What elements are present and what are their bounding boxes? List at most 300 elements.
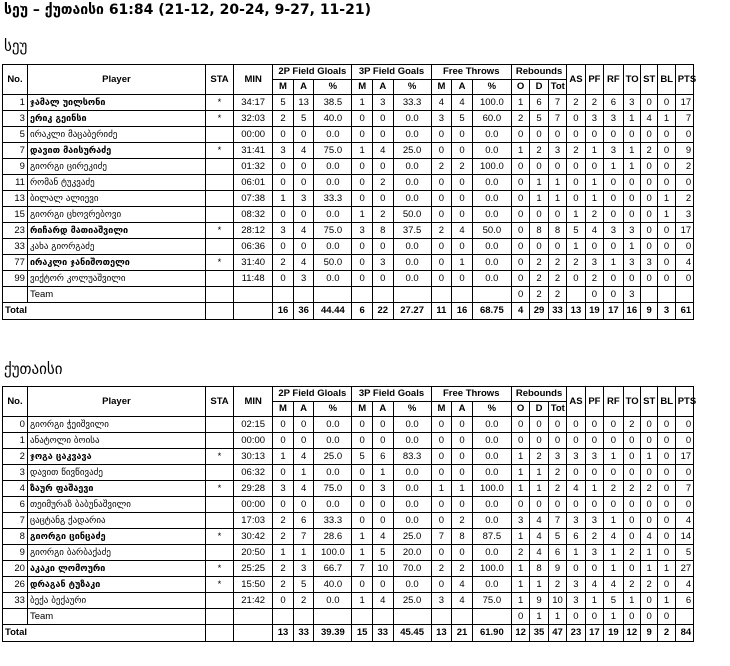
stat-p2a: 5 xyxy=(293,111,314,127)
stat-ftp: 0.0 xyxy=(472,271,511,287)
stat-pts: 27 xyxy=(675,561,693,577)
player-name: ირაკლი ჯანიშოთელი xyxy=(27,255,205,271)
total-fta: 21 xyxy=(452,625,473,642)
stat-rf: 1 xyxy=(604,255,624,271)
stat-p2a: 3 xyxy=(293,271,314,287)
col-subheader-m: M xyxy=(431,80,452,95)
stat-p3a: 1 xyxy=(372,465,393,481)
stat-ftp: 0.0 xyxy=(472,143,511,159)
stat-o: 0 xyxy=(511,159,529,175)
stat-p3p: 70.0 xyxy=(393,561,431,577)
player-number: 11 xyxy=(3,175,28,191)
stat-d: 6 xyxy=(530,95,548,111)
stat-pts: 2 xyxy=(675,191,693,207)
player-name: რომან ტუკვაძე xyxy=(27,175,205,191)
stat-st: 0 xyxy=(641,95,658,111)
team-stat-rf: 1 xyxy=(604,609,624,625)
player-row xyxy=(3,159,728,175)
stat-pts: 0 xyxy=(675,497,693,513)
stat-d: 8 xyxy=(530,223,548,239)
stat-p3m: 5 xyxy=(352,449,373,465)
total-bl: 3 xyxy=(658,303,675,320)
stat-st: 2 xyxy=(641,577,658,593)
stat-pf: 1 xyxy=(585,481,603,497)
player-name: გიორგი ბარბაქაძე xyxy=(27,545,205,561)
stat-to: 2 xyxy=(623,481,640,497)
player-row xyxy=(3,465,728,481)
stat-rf: 0 xyxy=(604,433,624,449)
team-stat-st xyxy=(641,287,658,303)
stat-p2p: 75.0 xyxy=(314,223,352,239)
team-stat-bl xyxy=(658,287,675,303)
stat-p3p: 0.0 xyxy=(393,255,431,271)
player-starter-mark xyxy=(205,271,233,287)
stat-p2p: 0.0 xyxy=(314,159,352,175)
player-name: ვიქტორ კოლუაშვილი xyxy=(27,271,205,287)
stat-d: 1 xyxy=(530,191,548,207)
player-number: 20 xyxy=(3,561,28,577)
team-row-empty xyxy=(314,609,352,625)
stat-rf: 1 xyxy=(604,545,624,561)
total-empty xyxy=(234,625,273,642)
stat-o: 1 xyxy=(511,593,529,609)
player-number: 26 xyxy=(3,577,28,593)
stat-p3p: 20.0 xyxy=(393,545,431,561)
stat-fta: 0 xyxy=(452,433,473,449)
stat-p3a: 10 xyxy=(372,561,393,577)
total-p3a: 22 xyxy=(372,303,393,320)
stat-p3a: 0 xyxy=(372,497,393,513)
team1-box-score xyxy=(2,64,728,320)
stat-ftm: 0 xyxy=(431,545,452,561)
stat-as: 0 xyxy=(567,271,585,287)
stat-tot: 0 xyxy=(548,159,566,175)
team-stat-to: 0 xyxy=(623,609,640,625)
stat-tot: 0 xyxy=(548,497,566,513)
stat-rf: 0 xyxy=(604,497,624,513)
stat-pts: 9 xyxy=(675,143,693,159)
total-p2m: 16 xyxy=(273,303,294,320)
stat-ftm: 0 xyxy=(431,513,452,529)
total-label: Total xyxy=(3,303,206,320)
stat-bl: 0 xyxy=(658,95,675,111)
stat-o: 1 xyxy=(511,577,529,593)
stat-bl: 0 xyxy=(658,175,675,191)
stat-rf: 0 xyxy=(604,417,624,433)
player-minutes: 30:13 xyxy=(234,449,273,465)
team-stat-d: 2 xyxy=(530,287,548,303)
stat-as: 0 xyxy=(567,111,585,127)
stat-pts: 7 xyxy=(675,111,693,127)
stat-pf: 0 xyxy=(585,417,603,433)
stat-p3m: 1 xyxy=(352,593,373,609)
stat-pf: 3 xyxy=(585,111,603,127)
stat-p2a: 4 xyxy=(293,223,314,239)
stat-pts: 17 xyxy=(675,449,693,465)
stat-bl: 0 xyxy=(658,465,675,481)
player-number: 9 xyxy=(3,159,28,175)
stat-fta: 0 xyxy=(452,175,473,191)
player-starter-mark xyxy=(205,593,233,609)
stat-p3m: 3 xyxy=(352,223,373,239)
col-header-rebounds: Rebounds xyxy=(511,387,566,402)
total-st: 9 xyxy=(641,303,658,320)
stat-fta: 0 xyxy=(452,497,473,513)
player-minutes: 02:15 xyxy=(234,417,273,433)
stat-fta: 4 xyxy=(452,577,473,593)
stat-pts: 17 xyxy=(675,95,693,111)
stat-p2p: 0.0 xyxy=(314,271,352,287)
stat-p3a: 5 xyxy=(372,545,393,561)
player-name: დავით მაისურაძე xyxy=(27,143,205,159)
stat-as: 3 xyxy=(567,577,585,593)
stat-st: 0 xyxy=(641,127,658,143)
player-starter-mark: * xyxy=(205,223,233,239)
player-number: 6 xyxy=(3,497,28,513)
stat-p3a: 0 xyxy=(372,159,393,175)
stat-st: 0 xyxy=(641,223,658,239)
total-d: 35 xyxy=(530,625,548,642)
stat-st: 0 xyxy=(641,175,658,191)
stat-fta: 0 xyxy=(452,449,473,465)
stat-p3m: 1 xyxy=(352,207,373,223)
col-subheader-m: M xyxy=(273,80,294,95)
stat-st: 3 xyxy=(641,255,658,271)
stat-pf: 1 xyxy=(585,191,603,207)
stat-pts: 6 xyxy=(675,593,693,609)
stat-ftp: 0.0 xyxy=(472,417,511,433)
stat-ftm: 7 xyxy=(431,529,452,545)
total-p3p: 45.45 xyxy=(393,625,431,642)
stat-fta: 5 xyxy=(452,111,473,127)
stat-pts: 0 xyxy=(675,417,693,433)
stat-tot: 3 xyxy=(548,449,566,465)
stat-p3m: 0 xyxy=(352,417,373,433)
stat-ftp: 0.0 xyxy=(472,497,511,513)
stat-to: 2 xyxy=(623,417,640,433)
stat-p3m: 0 xyxy=(352,513,373,529)
stat-p2a: 0 xyxy=(293,239,314,255)
stat-p3m: 0 xyxy=(352,159,373,175)
player-minutes: 01:32 xyxy=(234,159,273,175)
stat-pf: 3 xyxy=(585,513,603,529)
stat-p2p: 28.6 xyxy=(314,529,352,545)
total-empty xyxy=(205,625,233,642)
player-minutes: 32:03 xyxy=(234,111,273,127)
stat-d: 1 xyxy=(530,577,548,593)
team-row-empty xyxy=(352,287,373,303)
player-number: 13 xyxy=(3,191,28,207)
stat-tot: 2 xyxy=(548,465,566,481)
team-stat-tot: 2 xyxy=(548,287,566,303)
stat-to: 0 xyxy=(623,513,640,529)
player-row xyxy=(3,95,728,111)
player-number: 99 xyxy=(3,271,28,287)
stat-p2a: 0 xyxy=(293,433,314,449)
stat-o: 0 xyxy=(511,271,529,287)
stat-ftp: 0.0 xyxy=(472,127,511,143)
team-stat-as xyxy=(567,287,585,303)
team-row-no xyxy=(3,609,28,625)
col-header-rf: RF xyxy=(604,387,624,417)
stat-p2a: 0 xyxy=(293,207,314,223)
total-row xyxy=(3,303,728,320)
stat-p3a: 6 xyxy=(372,449,393,465)
stat-p3m: 0 xyxy=(352,191,373,207)
stat-st: 4 xyxy=(641,111,658,127)
team-row-empty xyxy=(372,287,393,303)
team-row-empty xyxy=(273,287,294,303)
player-number: 3 xyxy=(3,465,28,481)
stat-ftm: 4 xyxy=(431,95,452,111)
team-row-empty xyxy=(234,609,273,625)
stat-ftp: 0.0 xyxy=(472,255,511,271)
team-row-empty xyxy=(273,609,294,625)
stat-p2a: 4 xyxy=(293,481,314,497)
team-row-no xyxy=(3,287,28,303)
stat-p2m: 2 xyxy=(273,577,294,593)
stat-ftm: 2 xyxy=(431,561,452,577)
player-row xyxy=(3,577,728,593)
player-row xyxy=(3,529,728,545)
player-number: 5 xyxy=(3,127,28,143)
stat-d: 2 xyxy=(530,271,548,287)
stat-ftm: 0 xyxy=(431,497,452,513)
player-row xyxy=(3,127,728,143)
player-row xyxy=(3,175,728,191)
stat-p3m: 1 xyxy=(352,545,373,561)
stat-bl: 0 xyxy=(658,513,675,529)
col-header-3p: 3P Field Goals xyxy=(352,387,431,402)
stat-bl: 1 xyxy=(658,111,675,127)
player-number: 8 xyxy=(3,529,28,545)
stat-as: 1 xyxy=(567,545,585,561)
stat-rf: 1 xyxy=(604,513,624,529)
stat-o: 1 xyxy=(511,529,529,545)
stat-p2a: 2 xyxy=(293,593,314,609)
col-subheader-m: M xyxy=(273,402,294,417)
player-row xyxy=(3,433,728,449)
stat-st: 2 xyxy=(641,143,658,159)
stat-p3p: 37.5 xyxy=(393,223,431,239)
stat-p2a: 13 xyxy=(293,95,314,111)
stat-st: 0 xyxy=(641,271,658,287)
player-starter-mark xyxy=(205,513,233,529)
col-subheader-a: A xyxy=(372,402,393,417)
col-header-ft: Free Throws xyxy=(431,387,511,402)
stat-p3a: 2 xyxy=(372,207,393,223)
col-subheader-o: O xyxy=(511,402,529,417)
player-number: 4 xyxy=(3,481,28,497)
stat-pts: 0 xyxy=(675,239,693,255)
col-header-player: Player xyxy=(27,387,205,417)
stat-fta: 0 xyxy=(452,207,473,223)
col-header-pts: PTS xyxy=(675,387,693,417)
stat-pf: 0 xyxy=(585,561,603,577)
col-subheader-tot: Tot xyxy=(548,402,566,417)
player-name: კახა გიორგაძე xyxy=(27,239,205,255)
stat-as: 0 xyxy=(567,497,585,513)
player-name: ერიკ გეინსი xyxy=(27,111,205,127)
stat-p2a: 0 xyxy=(293,417,314,433)
player-minutes: 06:01 xyxy=(234,175,273,191)
stat-p2m: 0 xyxy=(273,593,294,609)
stat-p2p: 0.0 xyxy=(314,207,352,223)
stat-p2m: 3 xyxy=(273,223,294,239)
stat-p3m: 0 xyxy=(352,577,373,593)
team-stat-pf: 0 xyxy=(585,609,603,625)
player-starter-mark xyxy=(205,239,233,255)
col-header-pf: PF xyxy=(585,387,603,417)
stat-pts: 4 xyxy=(675,255,693,271)
stat-st: 0 xyxy=(641,497,658,513)
total-st: 9 xyxy=(641,625,658,642)
stat-rf: 0 xyxy=(604,465,624,481)
stat-p2m: 0 xyxy=(273,239,294,255)
col-subheader-tot: Tot xyxy=(548,80,566,95)
stat-o: 0 xyxy=(511,223,529,239)
stat-as: 1 xyxy=(567,239,585,255)
stat-p3p: 83.3 xyxy=(393,449,431,465)
stat-pf: 0 xyxy=(585,239,603,255)
stat-tot: 0 xyxy=(548,433,566,449)
stat-o: 0 xyxy=(511,255,529,271)
player-minutes: 00:00 xyxy=(234,127,273,143)
stat-tot: 2 xyxy=(548,255,566,271)
stat-rf: 3 xyxy=(604,111,624,127)
player-row xyxy=(3,513,728,529)
stat-pts: 3 xyxy=(675,207,693,223)
stat-p3p: 0.0 xyxy=(393,239,431,255)
stat-fta: 0 xyxy=(452,417,473,433)
col-subheader-d: D xyxy=(530,80,548,95)
player-name: გიორგი ჭეიშვილი xyxy=(27,417,205,433)
stat-o: 1 xyxy=(511,465,529,481)
stat-to: 0 xyxy=(623,207,640,223)
stat-o: 0 xyxy=(511,207,529,223)
total-as: 13 xyxy=(567,303,585,320)
game-title: სეუ – ქუთაისი 61:84 (21-12, 20-24, 9-27, 11-21) xyxy=(4,2,371,18)
total-pf: 17 xyxy=(585,625,603,642)
stat-p3m: 0 xyxy=(352,111,373,127)
total-rf: 19 xyxy=(604,625,624,642)
stat-pf: 1 xyxy=(585,143,603,159)
stat-as: 0 xyxy=(567,159,585,175)
player-name: ჯოგა ცაკვავა xyxy=(27,449,205,465)
stat-bl: 0 xyxy=(658,127,675,143)
player-name: ბექა ბექაური xyxy=(27,593,205,609)
stat-fta: 2 xyxy=(452,561,473,577)
stat-bl: 1 xyxy=(658,561,675,577)
stat-d: 0 xyxy=(530,239,548,255)
stat-p2m: 3 xyxy=(273,143,294,159)
stat-p3m: 0 xyxy=(352,175,373,191)
stat-rf: 3 xyxy=(604,143,624,159)
player-starter-mark: * xyxy=(205,577,233,593)
player-name: ცაცტანგ ქადარია xyxy=(27,513,205,529)
stat-p3a: 3 xyxy=(372,481,393,497)
stat-fta: 1 xyxy=(452,481,473,497)
stat-fta: 4 xyxy=(452,95,473,111)
stat-as: 0 xyxy=(567,561,585,577)
player-minutes: 34:17 xyxy=(234,95,273,111)
stat-p2a: 1 xyxy=(293,465,314,481)
stat-p3a: 4 xyxy=(372,529,393,545)
team-stat-pf: 0 xyxy=(585,287,603,303)
stat-p3p: 0.0 xyxy=(393,577,431,593)
player-number: 15 xyxy=(3,207,28,223)
player-row xyxy=(3,449,728,465)
stat-p2m: 0 xyxy=(273,271,294,287)
col-header-no: No. xyxy=(3,65,28,95)
player-starter-mark: * xyxy=(205,95,233,111)
stat-tot: 8 xyxy=(548,223,566,239)
stat-p3a: 0 xyxy=(372,191,393,207)
col-subheader-pct: % xyxy=(393,402,431,417)
col-header-2p: 2P Field Gloals xyxy=(273,387,352,402)
stat-st: 1 xyxy=(641,449,658,465)
stat-pf: 3 xyxy=(585,545,603,561)
player-minutes: 21:42 xyxy=(234,593,273,609)
stat-ftm: 0 xyxy=(431,191,452,207)
stat-as: 2 xyxy=(567,255,585,271)
col-header-pts: PTS xyxy=(675,65,693,95)
stat-d: 2 xyxy=(530,255,548,271)
stat-rf: 6 xyxy=(604,95,624,111)
col-subheader-pct: % xyxy=(314,402,352,417)
player-starter-mark: * xyxy=(205,111,233,127)
stat-p3p: 0.0 xyxy=(393,127,431,143)
stat-ftm: 0 xyxy=(431,417,452,433)
stat-d: 1 xyxy=(530,465,548,481)
stat-p2m: 2 xyxy=(273,513,294,529)
stat-pts: 0 xyxy=(675,271,693,287)
stat-ftp: 0.0 xyxy=(472,577,511,593)
stat-tot: 2 xyxy=(548,481,566,497)
player-row xyxy=(3,545,728,561)
stat-to: 1 xyxy=(623,593,640,609)
player-minutes: 11:48 xyxy=(234,271,273,287)
col-header-sta: STA xyxy=(205,387,233,417)
stat-rf: 0 xyxy=(604,207,624,223)
stat-as: 4 xyxy=(567,481,585,497)
stat-to: 0 xyxy=(623,561,640,577)
team-row-empty xyxy=(393,609,431,625)
stat-o: 1 xyxy=(511,481,529,497)
stat-p2a: 6 xyxy=(293,513,314,529)
player-name: ბილალ ალიევი xyxy=(27,191,205,207)
col-subheader-a: A xyxy=(293,402,314,417)
stat-ftp: 100.0 xyxy=(472,95,511,111)
stat-bl: 0 xyxy=(658,159,675,175)
player-number: 9 xyxy=(3,545,28,561)
col-header-to: TO xyxy=(623,65,640,95)
stat-bl: 0 xyxy=(658,223,675,239)
stat-bl: 0 xyxy=(658,433,675,449)
player-number: 33 xyxy=(3,593,28,609)
stat-p3p: 0.0 xyxy=(393,417,431,433)
stat-p3m: 0 xyxy=(352,433,373,449)
total-p3m: 15 xyxy=(352,625,373,642)
team-row-empty xyxy=(314,287,352,303)
total-label: Total xyxy=(3,625,206,642)
player-row xyxy=(3,143,728,159)
stat-pts: 14 xyxy=(675,529,693,545)
team-stat-o: 0 xyxy=(511,287,529,303)
stat-p2m: 2 xyxy=(273,561,294,577)
player-starter-mark xyxy=(205,417,233,433)
stat-p2p: 66.7 xyxy=(314,561,352,577)
